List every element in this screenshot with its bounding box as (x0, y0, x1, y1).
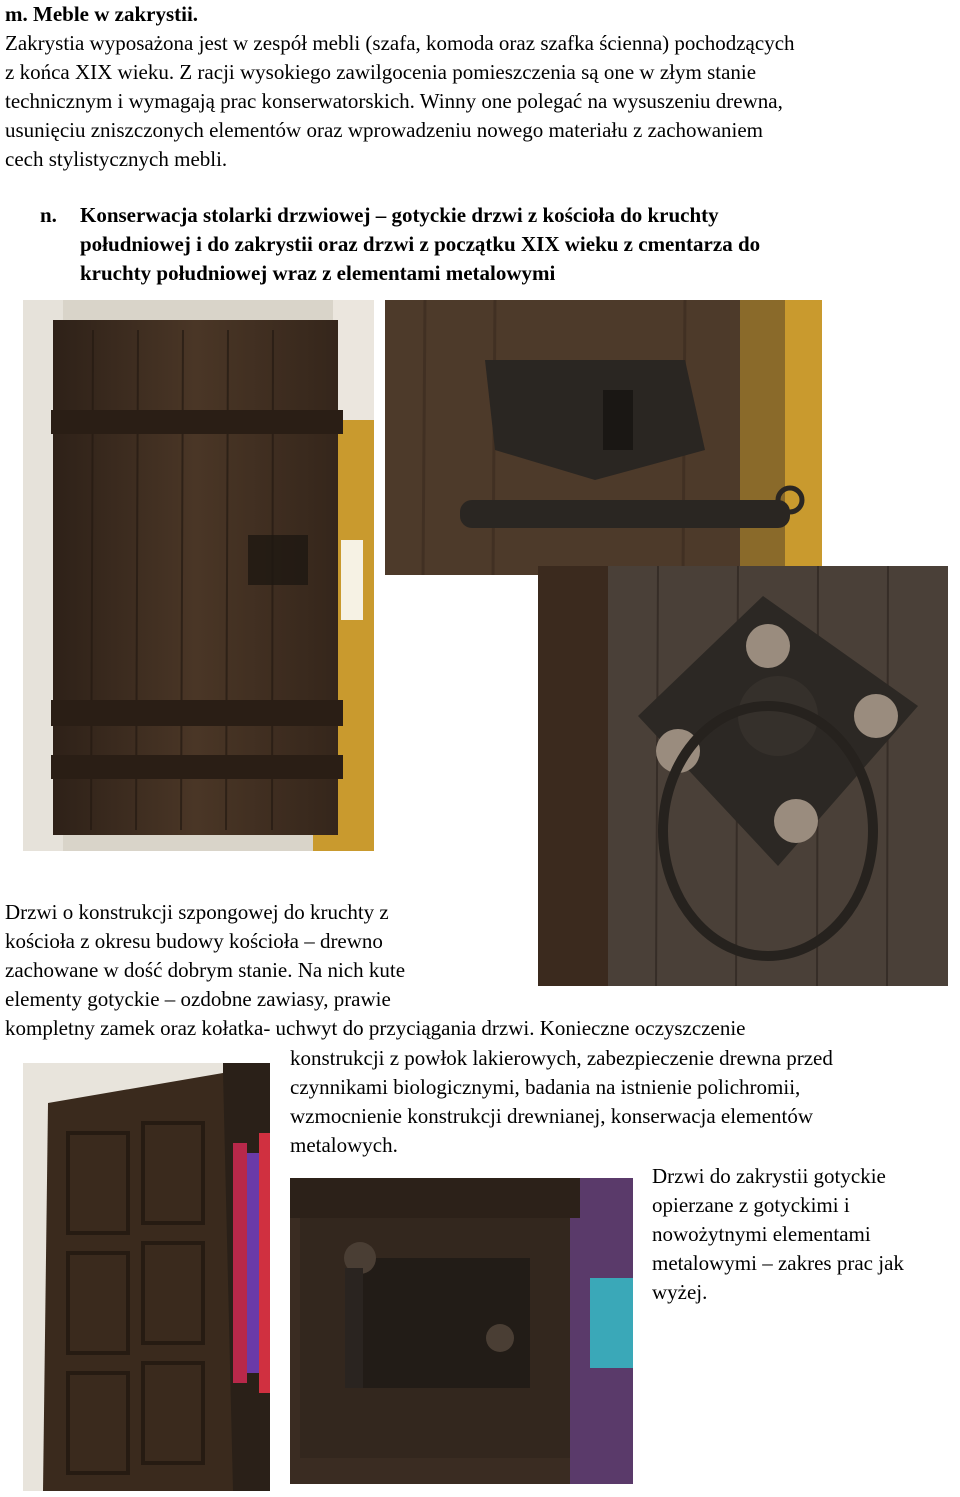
caption-1-line-3: zachowane w dość dobrym stanie. Na nich kute (5, 958, 406, 982)
photo-knocker-ring (538, 566, 948, 986)
section-m-line-5: cech stylistycznych mebli. (5, 147, 228, 171)
photo-plank-door (23, 300, 374, 851)
caption-1-line-1: Drzwi o konstrukcji szpongowej do kruchty z (5, 900, 389, 924)
caption-2-line-4: metalowymi – zakres prac jak (652, 1251, 904, 1275)
section-m-heading: m. Meble w zakrystii. (5, 2, 199, 26)
section-m-line-1: Zakrystia wyposażona jest w zespół mebli (szafa, komoda oraz szafka ścienna) pochodzących (5, 31, 795, 55)
caption-1-line-9: metalowych. (290, 1133, 398, 1157)
section-n-marker: n. (40, 203, 57, 227)
section-n-line-3: kruchty południowej wraz z elementami metalowymi (80, 261, 556, 285)
caption-2-line-2: opierzane z gotyckimi i (652, 1193, 850, 1217)
caption-2-line-1: Drzwi do zakrystii gotyckie (652, 1164, 886, 1188)
caption-1-line-7: czynnikami biologicznymi, badania na istnienie polichromii, (290, 1075, 801, 1099)
section-m-line-3: technicznym i wymagają prac konserwatorskich. Winny one polegać na wysuszeniu drewna, (5, 89, 783, 113)
caption-1-line-8: wzmocnienie konstrukcji drewnianej, konserwacja elementów (290, 1104, 814, 1128)
section-m-line-2: z końca XIX wieku. Z racji wysokiego zawilgocenia pomieszczenia są one w złym stanie (5, 60, 757, 84)
caption-2-line-3: nowożytnymi elementami (652, 1222, 871, 1246)
caption-1-line-6: konstrukcji z powłok lakierowych, zabezpieczenie drewna przed (290, 1046, 833, 1070)
photo-sacristy-lock (290, 1178, 633, 1484)
caption-1-line-5: kompletny zamek oraz kołatka- uchwyt do przyciągania drzwi. Konieczne oczyszczenie (5, 1016, 746, 1040)
caption-2-line-5: wyżej. (652, 1280, 708, 1304)
caption-1-line-2: kościoła z okresu budowy kościoła – drewno (5, 929, 383, 953)
section-n-line-1: Konserwacja stolarki drzwiowej – gotyckie drzwi z kościoła do kruchty (80, 203, 719, 227)
caption-1-line-4: elementy gotyckie – ozdobne zawiasy, prawie (5, 987, 391, 1011)
section-m-line-4: usunięciu zniszczonych elementów oraz wprowadzeniu nowego materiału z zachowaniem (5, 118, 764, 142)
section-n-line-2: południowej i do zakrystii oraz drzwi z początku XIX wieku z cmentarza do (80, 232, 761, 256)
photo-lock-detail (385, 300, 822, 575)
photo-sacristy-door (23, 1063, 270, 1491)
